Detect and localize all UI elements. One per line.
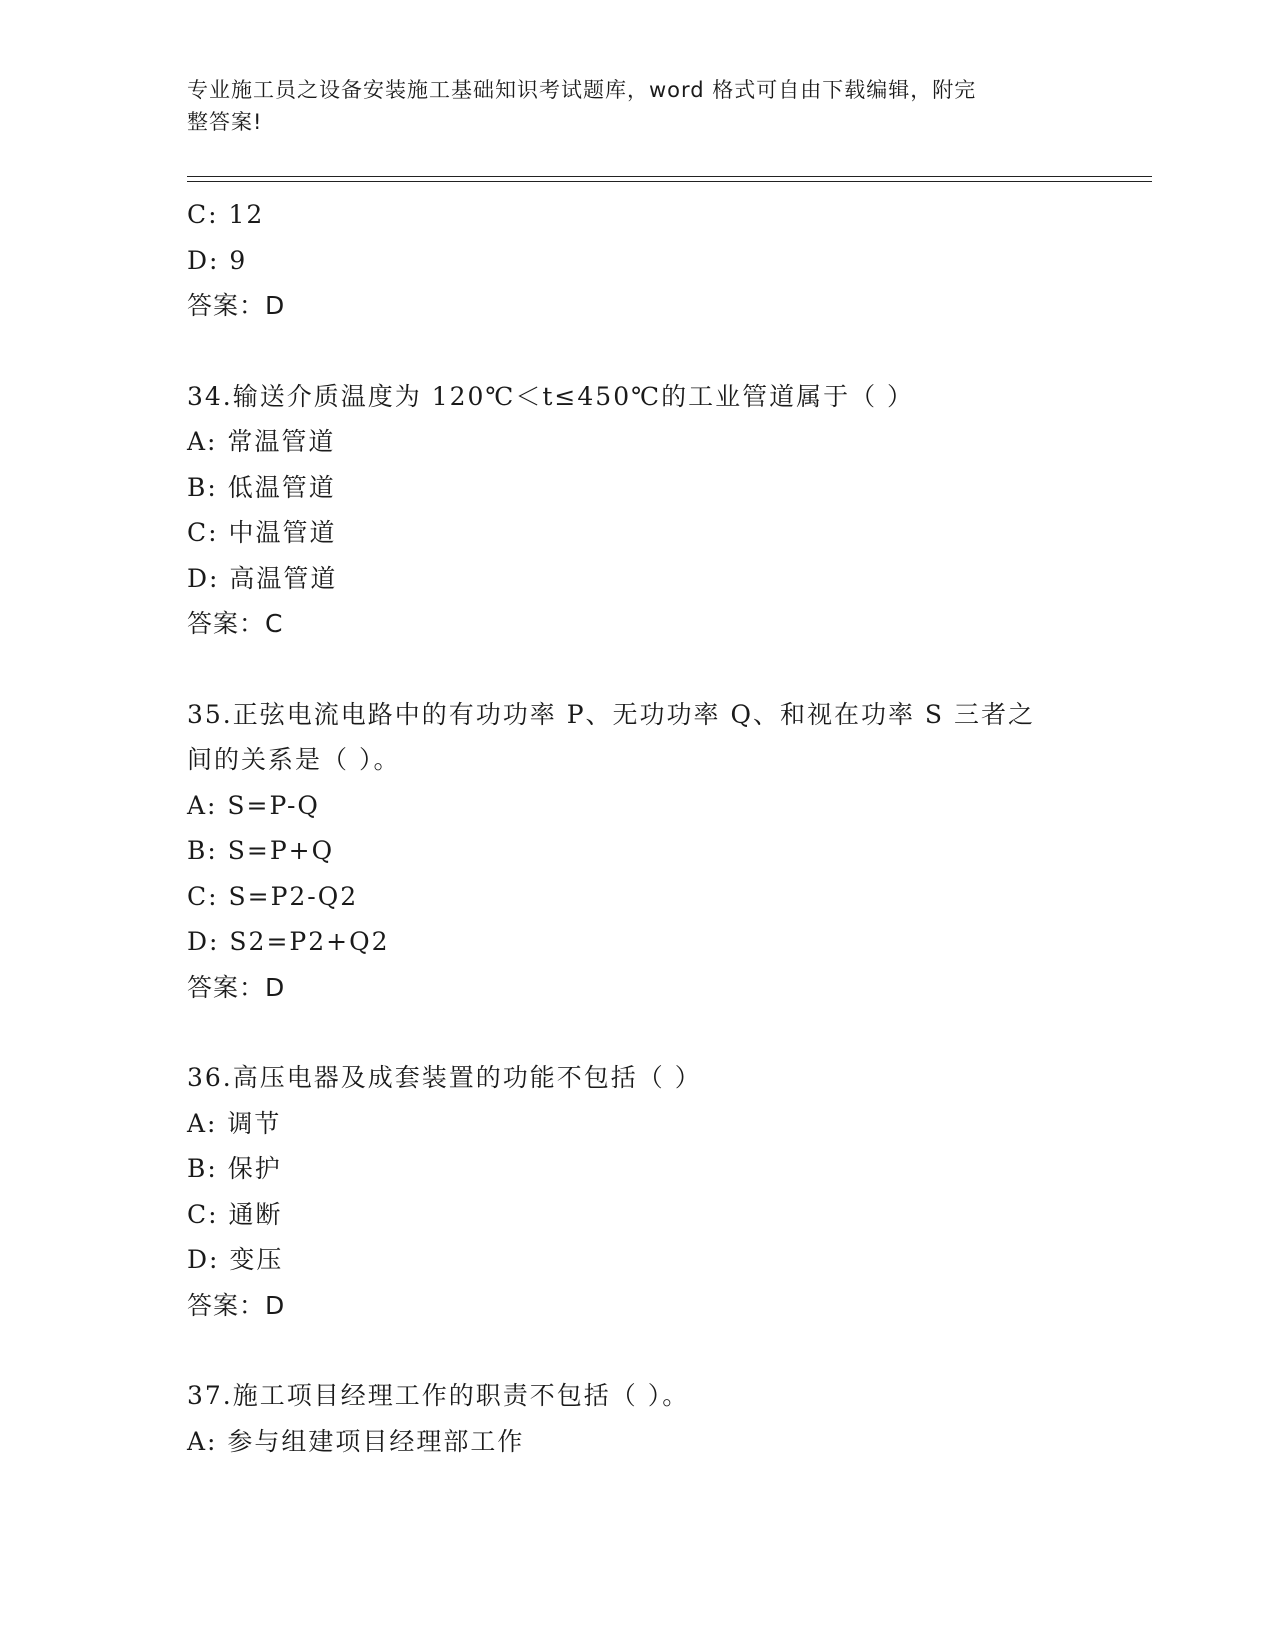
- option-b: B: S=P+Q: [187, 836, 335, 865]
- question-35: [187, 692, 1087, 1011]
- question-stem: 36.高压电器及成套装置的功能不包括（ ）: [187, 1063, 702, 1092]
- question-list: [187, 192, 1087, 1464]
- document-header: [187, 74, 1067, 138]
- answer-line: 答案：D: [187, 1290, 286, 1320]
- option-a: A: 常温管道: [187, 427, 336, 456]
- question-stem-line-2: 间的关系是（ ）。: [187, 745, 401, 774]
- option-b: B: 低温管道: [187, 472, 336, 502]
- option-d: D: S2=P2+Q2: [187, 927, 390, 956]
- question-37: [187, 1373, 1087, 1464]
- answer-line: 答案：D: [187, 291, 286, 320]
- option-a: A: S=P-Q: [187, 790, 320, 820]
- option-d: D: 高温管道: [187, 563, 338, 593]
- question-gap: [187, 329, 1087, 374]
- question-continued: [187, 192, 1087, 329]
- option-c: C: 中温管道: [187, 518, 337, 547]
- header-rule-bottom: [187, 181, 1152, 182]
- option-a: A: 参与组建项目经理部工作: [187, 1426, 525, 1456]
- question-34: [187, 374, 1087, 647]
- question-36: [187, 1055, 1087, 1328]
- option-c: C: S=P2-Q2: [187, 881, 359, 911]
- question-gap: [187, 647, 1087, 692]
- question-gap: [187, 1328, 1087, 1373]
- header-line-1: 专业施工员之设备安装施工基础知识考试题库，word 格式可自由下载编辑，附完: [187, 78, 977, 102]
- option-c: C: 通断: [187, 1199, 283, 1229]
- header-rule-top: [187, 176, 1152, 177]
- answer-line: 答案：C: [187, 609, 284, 638]
- option-a: A: 调节: [187, 1108, 282, 1138]
- question-gap: [187, 1010, 1087, 1055]
- header-line-2: 整答案!: [187, 110, 263, 134]
- option-b: B: 保护: [187, 1154, 282, 1183]
- option-c: C: 12: [187, 200, 265, 229]
- question-stem: 37.施工项目经理工作的职责不包括（ ）。: [187, 1381, 690, 1410]
- question-stem-line-1: 35.正弦电流电路中的有功功率 P、无功功率 Q、和视在功率 S 三者之: [187, 699, 1035, 729]
- question-stem: 34.输送介质温度为 120℃＜t≤450℃的工业管道属于（ ）: [187, 381, 915, 411]
- option-d: D: 9: [187, 245, 248, 275]
- option-d: D: 变压: [187, 1245, 284, 1274]
- answer-line: 答案：D: [187, 972, 286, 1002]
